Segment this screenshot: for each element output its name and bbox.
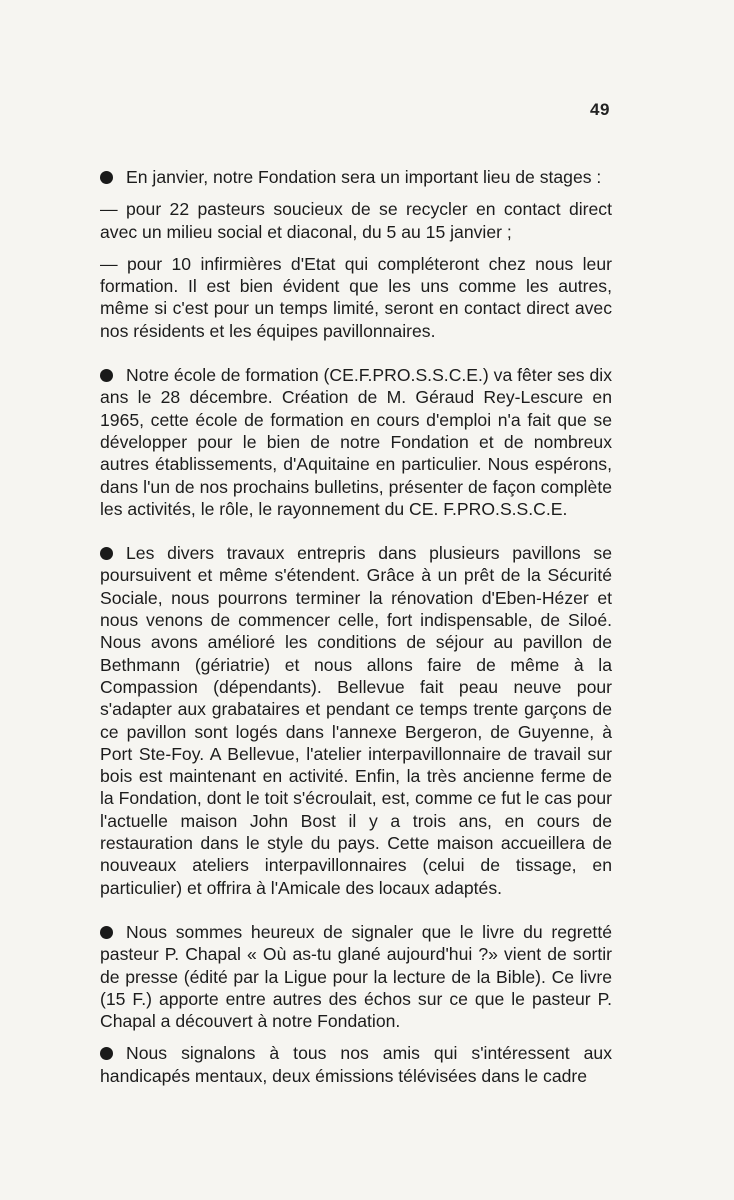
bullet-icon: [100, 547, 113, 560]
bullet-icon: [100, 369, 113, 382]
paragraph-stages-intro: En janvier, notre Fondation sera un important lieu de stages :: [100, 166, 612, 188]
bullet-icon: [100, 926, 113, 939]
paragraph-stages-infirmieres: — pour 10 infirmières d'Etat qui compléteront chez nous leur formation. Il est bien évident que les uns comme les autres, même si c'est pour un temps limité, seront en contact direct avec nos résidents et les équipes pavillonnaires.: [100, 253, 612, 341]
page-number: 49: [590, 100, 610, 119]
paragraph-stages-pasteurs: — pour 22 pasteurs soucieux de se recycler en contact direct avec un milieu social et diaconal, du 5 au 15 janvier ;: [100, 199, 612, 242]
body-text: [100, 166, 612, 1087]
bullet-icon: [100, 1047, 113, 1060]
paragraph-livre-chapal: Nous sommes heureux de signaler que le livre du regretté pasteur P. Chapal « Où as-tu glané aujourd'hui ?» vient de sortir de presse (édité par la Ligue pour la lecture de la Bible). Ce livre (15 F.) apporte entre autres des échos sur ce que le pasteur P. Chapal a découvert à notre Fondation.: [100, 921, 612, 1032]
bullet-icon: [100, 171, 113, 184]
paragraph-travaux: Les divers travaux entrepris dans plusieurs pavillons se poursuivent et même s'étendent. Grâce à un prêt de la Sécurité Sociale, nous pourrons terminer la rénovation d'Eben-Hézer et nous venons de commencer celle, fort indispensable, de Siloé. Nous avons amélioré les conditions de séjour au pavillon de Bethmann (gériatrie) et nous allons faire de même à la Compassion (dépendants). Bellevue fait peau neuve pour s'adapter aux grabataires et pendant ce temps trente garçons de ce pavillon sont logés dans l'annexe Bergeron, de Guyenne, à Port Ste-Foy. A Bellevue, l'atelier interpavillonnaire de travail sur bois est maintenant en activité. Enfin, la très ancienne ferme de la Fondation, dont le toit s'écroulait, est, comme ce fut le cas pour l'actuelle maison John Bost il y a trois ans, en cours de restauration dans le style du pays. Cette maison accueillera de nouveaux ateliers interpavillonnaires (celui de tissage, en particulier) et offrira à l'Amicale des locaux adaptés.: [100, 543, 612, 898]
paragraph-emissions: Nous signalons à tous nos amis qui s'intéressent aux handicapés mentaux, deux émissions télévisées dans le cadre: [100, 1043, 612, 1086]
paragraph-ecole-formation: Notre école de formation (CE.F.PRO.S.S.C.E.) va fêter ses dix ans le 28 décembre. Création de M. Géraud Rey-Lescure en 1965, cette école de formation en cours d'emploi n'a fait que se développer pour le bien de notre Fondation et de nombreux autres établissements, d'Aquitaine en particulier. Nous espérons, dans l'un de nos prochains bulletins, présenter de façon complète les activités, le rôle, le rayonnement du CE. F.PRO.S.S.C.E.: [100, 365, 612, 519]
